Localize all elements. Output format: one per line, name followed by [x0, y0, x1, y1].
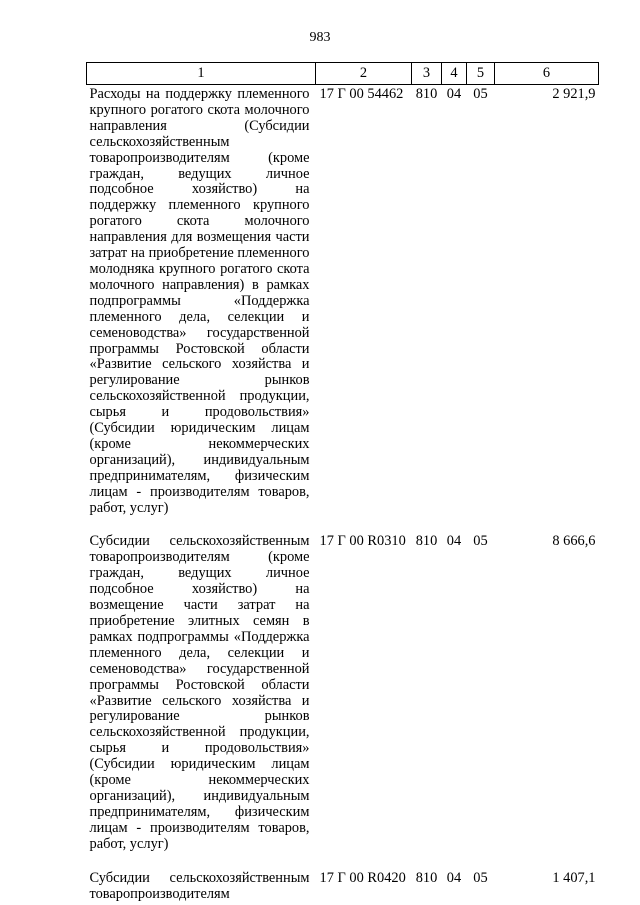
column-header-1: 1 [87, 63, 316, 85]
section-code: 04 [446, 86, 462, 102]
amount: 8 666,6 [552, 533, 596, 550]
expense-type-code: 810 [415, 533, 438, 550]
row-gap [87, 516, 599, 532]
amount: 2 921,9 [552, 86, 596, 102]
section-code: 04 [446, 869, 462, 886]
table-row [87, 85, 599, 517]
subsection-code: 05 [473, 869, 488, 886]
column-header-3: 3 [412, 63, 442, 85]
expense-name: Расходы на поддержку племенного крупного рогатого скота молочного направления (Субсидии сельскохозяйственным товаропроизводителям (кроме граждан, ведущих личное подсобное хозяйство) на поддержку племенного крупного рогатого скота молочного направления для возмещения части затрат на приобретение племенного молодняка крупного рогатого скота молочного направления) в рамках подпрограммы «Поддержка племенного дела, селекции и семеноводства» государственной программы Ростовской области «Развитие сельского хозяйства и регулирование рынков сельскохозяйственной продукции, сырья и продовольствия» (Субсидии юридическим лицам (кроме некоммерческих организаций), индивидуальным предпринимателям, физическим лицам - производителям товаров, работ, услуг) [89, 86, 310, 516]
subsection-code: 05 [473, 533, 488, 550]
column-header-2: 2 [316, 63, 412, 85]
column-header-5: 5 [467, 63, 495, 85]
expense-name: Субсидии сельскохозяйственным товаропроизводителям (кроме граждан, ведущих личное подсобное хозяйство) на возмещение части затрат на приобретение элитных семян в рамках подпрограммы «Поддержка племенного дела, селекции и семеноводства» государственной программы Ростовской области «Развитие сельского хозяйства и регулирование рынков сельскохозяйственной продукции, сырья и продовольствия» (Субсидии юридическим лицам (кроме некоммерческих организаций), индивидуальным предпринимателям, физическим лицам - производителям товаров, работ, услуг) [89, 533, 310, 852]
expense-type-code: 810 [415, 869, 438, 886]
expense-type-code: 810 [415, 86, 438, 102]
target-article-code: 17 Г 00 R0420 [319, 869, 406, 886]
column-header-6: 6 [495, 63, 599, 85]
target-article-code: 17 Г 00 54462 [319, 86, 404, 102]
budget-table [86, 62, 599, 902]
table-row [87, 532, 599, 852]
table-row [87, 869, 599, 903]
header-row [87, 63, 599, 85]
row-gap [87, 853, 599, 869]
subsection-code: 05 [473, 86, 488, 102]
amount: 1 407,1 [552, 869, 596, 886]
target-article-code: 17 Г 00 R0310 [319, 533, 406, 550]
expense-name: Субсидии сельскохозяйственным товаропроизводителям [89, 869, 310, 902]
column-header-4: 4 [442, 63, 467, 85]
page-number: 983 [309, 30, 331, 45]
section-code: 04 [446, 533, 462, 550]
